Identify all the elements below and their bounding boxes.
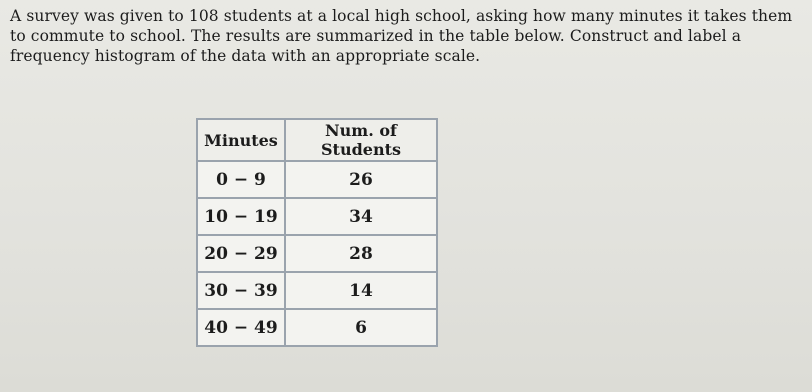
table-row: [197, 198, 437, 235]
table-row: [197, 272, 437, 309]
minutes-cell: 0 − 9: [197, 161, 285, 198]
minutes-cell: 10 − 19: [197, 198, 285, 235]
minutes-cell: 40 − 49: [197, 309, 285, 346]
count-cell: 26: [285, 161, 437, 198]
count-cell: 28: [285, 235, 437, 272]
count-cell: 6: [285, 309, 437, 346]
count-cell: 34: [285, 198, 437, 235]
header-num-students: Num. of Students: [285, 119, 437, 161]
count-cell: 14: [285, 272, 437, 309]
table-row: [197, 235, 437, 272]
problem-statement: A survey was given to 108 students at a local high school, asking how many minutes it takes them to commute to school. The results are summarized in the table below. Construct and label a frequency histogram of the data with an appropriate scale.: [10, 7, 793, 65]
header-minutes: Minutes: [197, 119, 285, 161]
table-row: [197, 309, 437, 346]
minutes-cell: 20 − 29: [197, 235, 285, 272]
frequency-table-container: [196, 118, 438, 347]
minutes-cell: 30 − 39: [197, 272, 285, 309]
table-row: [197, 161, 437, 198]
frequency-table: [196, 118, 438, 347]
table-header-row: [197, 119, 437, 161]
